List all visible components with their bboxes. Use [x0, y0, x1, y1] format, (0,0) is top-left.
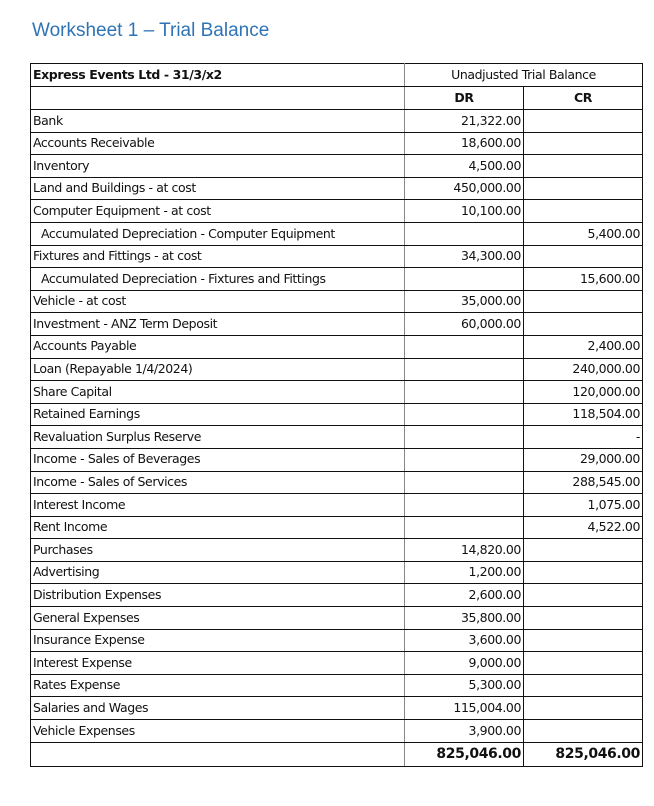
- cr-amount: 1,075.00: [524, 494, 643, 517]
- dr-amount: [405, 268, 524, 291]
- table-row: [31, 403, 643, 426]
- table-row: [31, 471, 643, 494]
- account-name: Loan (Repayable 1/4/2024): [31, 358, 405, 381]
- total-cr: 825,046.00: [524, 742, 643, 766]
- table-row: [31, 222, 643, 245]
- account-name: Accumulated Depreciation - Fixtures and Fittings: [31, 268, 405, 291]
- dr-amount: 450,000.00: [405, 177, 524, 200]
- dr-header: DR: [405, 87, 524, 110]
- cr-amount: [524, 132, 643, 155]
- dr-amount: [405, 358, 524, 381]
- cr-amount: 29,000.00: [524, 448, 643, 471]
- table-row: [31, 245, 643, 268]
- cr-amount: [524, 155, 643, 178]
- dr-amount: 35,000.00: [405, 290, 524, 313]
- cr-amount: 288,545.00: [524, 471, 643, 494]
- dr-amount: 3,600.00: [405, 629, 524, 652]
- table-row: [31, 607, 643, 630]
- header-row: [31, 64, 643, 87]
- table-row: [31, 629, 643, 652]
- total-row: [31, 742, 643, 766]
- cr-amount: [524, 245, 643, 268]
- account-name: Accumulated Depreciation - Computer Equipment: [31, 222, 405, 245]
- trial-balance-table: [30, 63, 643, 767]
- account-name: Interest Expense: [31, 652, 405, 675]
- table-row: [31, 358, 643, 381]
- dr-amount: 9,000.00: [405, 652, 524, 675]
- dr-amount: [405, 448, 524, 471]
- dr-amount: [405, 426, 524, 449]
- dr-amount: 18,600.00: [405, 132, 524, 155]
- table-row: [31, 652, 643, 675]
- account-name: Inventory: [31, 155, 405, 178]
- cr-amount: [524, 697, 643, 720]
- cr-amount: 120,000.00: [524, 381, 643, 404]
- table-row: [31, 426, 643, 449]
- cr-amount: [524, 584, 643, 607]
- company-header: Express Events Ltd - 31/3/x2: [31, 64, 405, 87]
- dr-amount: 34,300.00: [405, 245, 524, 268]
- account-name: Advertising: [31, 561, 405, 584]
- cr-amount: [524, 177, 643, 200]
- table-row: [31, 177, 643, 200]
- group-header: Unadjusted Trial Balance: [405, 64, 643, 87]
- table-row: [31, 539, 643, 562]
- blank-header-cell: [31, 87, 405, 110]
- table-row: [31, 268, 643, 291]
- table-row: [31, 494, 643, 517]
- dr-amount: [405, 335, 524, 358]
- table-row: [31, 584, 643, 607]
- table-row: [31, 132, 643, 155]
- account-name: Share Capital: [31, 381, 405, 404]
- dr-amount: [405, 381, 524, 404]
- account-name: Accounts Receivable: [31, 132, 405, 155]
- table-row: [31, 110, 643, 133]
- dr-amount: 10,100.00: [405, 200, 524, 223]
- cr-amount: [524, 200, 643, 223]
- account-name: Investment - ANZ Term Deposit: [31, 313, 405, 336]
- dr-amount: 60,000.00: [405, 313, 524, 336]
- cr-amount: -: [524, 426, 643, 449]
- cr-amount: [524, 652, 643, 675]
- account-name: Fixtures and Fittings - at cost: [31, 245, 405, 268]
- cr-amount: [524, 629, 643, 652]
- account-name: Bank: [31, 110, 405, 133]
- account-name: Revaluation Surplus Reserve: [31, 426, 405, 449]
- account-name: Rates Expense: [31, 674, 405, 697]
- cr-amount: 118,504.00: [524, 403, 643, 426]
- account-name: Vehicle - at cost: [31, 290, 405, 313]
- table-row: [31, 155, 643, 178]
- table-row: [31, 335, 643, 358]
- dr-amount: [405, 222, 524, 245]
- dr-amount: 4,500.00: [405, 155, 524, 178]
- table-row: [31, 720, 643, 743]
- dr-amount: [405, 516, 524, 539]
- table-row: [31, 516, 643, 539]
- dr-amount: 14,820.00: [405, 539, 524, 562]
- account-name: Retained Earnings: [31, 403, 405, 426]
- table-row: [31, 381, 643, 404]
- dr-amount: [405, 403, 524, 426]
- table-row: [31, 448, 643, 471]
- table-row: [31, 200, 643, 223]
- dr-amount: 35,800.00: [405, 607, 524, 630]
- cr-amount: 15,600.00: [524, 268, 643, 291]
- cr-amount: [524, 539, 643, 562]
- account-name: Vehicle Expenses: [31, 720, 405, 743]
- cr-amount: [524, 290, 643, 313]
- dr-amount: 21,322.00: [405, 110, 524, 133]
- account-name: Computer Equipment - at cost: [31, 200, 405, 223]
- account-name: Salaries and Wages: [31, 697, 405, 720]
- column-header-row: [31, 87, 643, 110]
- account-name: Interest Income: [31, 494, 405, 517]
- dr-amount: [405, 471, 524, 494]
- cr-amount: 5,400.00: [524, 222, 643, 245]
- total-label-cell: [31, 742, 405, 766]
- cr-amount: 4,522.00: [524, 516, 643, 539]
- account-name: Distribution Expenses: [31, 584, 405, 607]
- dr-amount: 3,900.00: [405, 720, 524, 743]
- page-title: Worksheet 1 – Trial Balance: [32, 20, 270, 41]
- cr-amount: [524, 110, 643, 133]
- account-name: Land and Buildings - at cost: [31, 177, 405, 200]
- table-row: [31, 561, 643, 584]
- dr-amount: 115,004.00: [405, 697, 524, 720]
- cr-header: CR: [524, 87, 643, 110]
- account-name: General Expenses: [31, 607, 405, 630]
- table-row: [31, 313, 643, 336]
- cr-amount: [524, 561, 643, 584]
- dr-amount: 2,600.00: [405, 584, 524, 607]
- account-name: Accounts Payable: [31, 335, 405, 358]
- cr-amount: [524, 313, 643, 336]
- cr-amount: 240,000.00: [524, 358, 643, 381]
- table-row: [31, 697, 643, 720]
- cr-amount: [524, 674, 643, 697]
- account-name: Purchases: [31, 539, 405, 562]
- account-name: Rent Income: [31, 516, 405, 539]
- dr-amount: 1,200.00: [405, 561, 524, 584]
- account-name: Income - Sales of Services: [31, 471, 405, 494]
- dr-amount: 5,300.00: [405, 674, 524, 697]
- account-name: Insurance Expense: [31, 629, 405, 652]
- cr-amount: 2,400.00: [524, 335, 643, 358]
- dr-amount: [405, 494, 524, 517]
- cr-amount: [524, 720, 643, 743]
- total-dr: 825,046.00: [405, 742, 524, 766]
- table-row: [31, 290, 643, 313]
- table-row: [31, 674, 643, 697]
- cr-amount: [524, 607, 643, 630]
- account-name: Income - Sales of Beverages: [31, 448, 405, 471]
